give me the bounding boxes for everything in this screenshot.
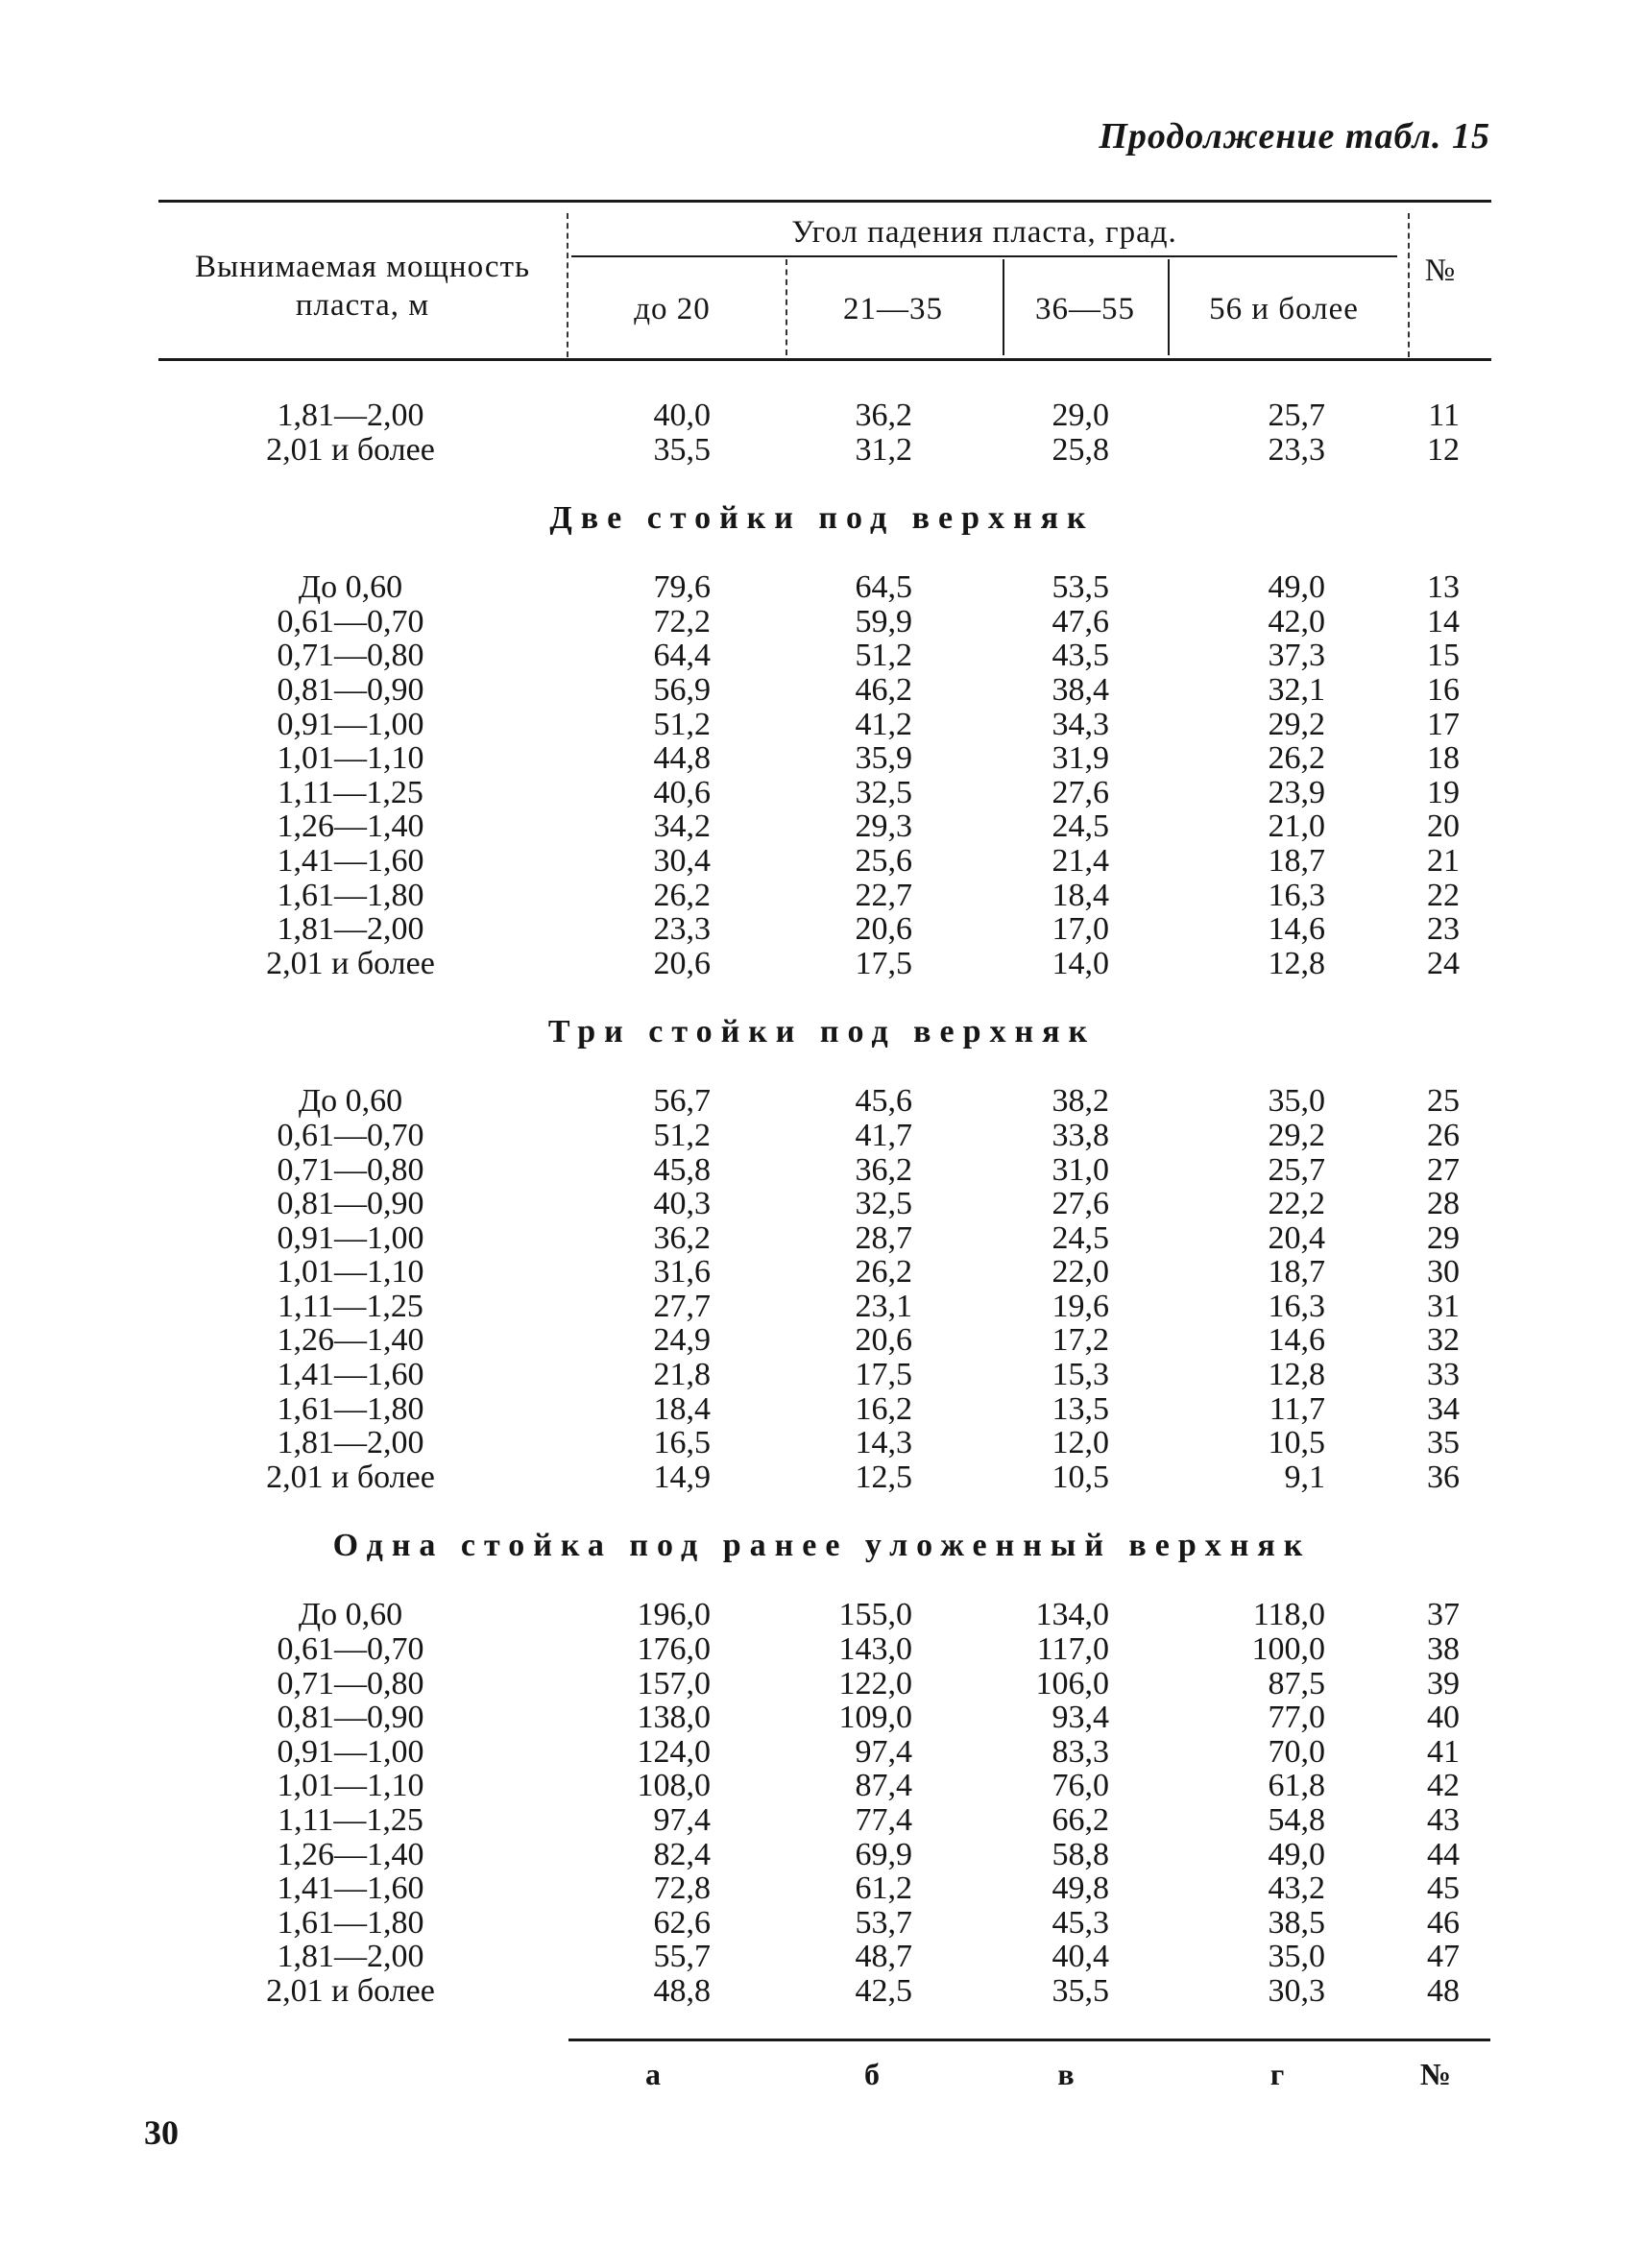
cell-b: 22,7: [855, 877, 912, 913]
table-row: [0, 1460, 1644, 1495]
cell-b: 122,0: [838, 1665, 912, 1701]
table-body: [0, 398, 1644, 2009]
table-row: [0, 1153, 1644, 1188]
header-col-num: №: [1424, 253, 1457, 288]
cell-a: 23,3: [653, 911, 711, 948]
table-row: [0, 570, 1644, 605]
cell-a: 40,3: [653, 1186, 711, 1222]
table-row: [0, 1290, 1644, 1324]
cell-num: 14: [1427, 603, 1460, 639]
row-label: 1,11—1,25: [278, 1802, 423, 1838]
row-label: 1,81—2,00: [277, 911, 424, 948]
header-col-v: 36—55: [1035, 292, 1135, 326]
table-row: [0, 1838, 1644, 1872]
table-row: [0, 398, 1644, 433]
cell-v: 12,0: [1052, 1425, 1109, 1461]
cell-v: 58,8: [1052, 1836, 1109, 1872]
cell-v: 19,6: [1052, 1288, 1109, 1324]
cell-num: 11: [1428, 398, 1460, 433]
cell-a: 72,8: [653, 1870, 711, 1907]
cell-b: 51,2: [855, 638, 912, 674]
cell-b: 61,2: [855, 1870, 912, 1907]
section-title: [0, 1494, 1644, 1598]
cell-v: 17,2: [1052, 1322, 1109, 1359]
row-label: 1,41—1,60: [277, 1357, 424, 1393]
cell-g: 14,6: [1268, 911, 1325, 948]
cell-v: 43,5: [1052, 638, 1109, 674]
cell-g: 29,2: [1268, 1117, 1325, 1153]
table-row: [0, 809, 1644, 844]
cell-num: 17: [1427, 706, 1460, 742]
cell-b: 35,9: [855, 740, 912, 777]
footer-col-g: г: [1269, 2057, 1285, 2091]
cell-b: 109,0: [838, 1700, 912, 1736]
row-label: 1,01—1,10: [277, 1768, 424, 1804]
cell-v: 49,8: [1052, 1870, 1109, 1907]
cell-v: 83,3: [1052, 1733, 1109, 1770]
row-label: 0,81—0,90: [277, 1700, 424, 1736]
table-row: [0, 1392, 1644, 1427]
cell-a: 40,6: [653, 774, 711, 810]
header-col-a: до 20: [634, 292, 711, 326]
cell-g: 11,7: [1269, 1390, 1325, 1427]
header-top-rule: [158, 200, 1491, 203]
cell-a: 24,9: [653, 1322, 711, 1359]
header-divider: [1168, 259, 1170, 355]
cell-num: 40: [1427, 1700, 1460, 1736]
cell-v: 24,5: [1052, 808, 1109, 845]
cell-b: 36,2: [855, 1151, 912, 1188]
cell-b: 42,5: [855, 1972, 912, 2009]
table-row: [0, 639, 1644, 673]
cell-num: 41: [1427, 1733, 1460, 1770]
row-label: 1,81—2,00: [277, 398, 424, 433]
cell-g: 37,3: [1268, 638, 1325, 674]
row-label: 1,61—1,80: [277, 877, 424, 913]
cell-b: 143,0: [838, 1631, 912, 1668]
cell-num: 21: [1427, 842, 1460, 879]
cell-v: 10,5: [1052, 1459, 1109, 1495]
cell-g: 49,0: [1268, 569, 1325, 606]
cell-num: 30: [1427, 1254, 1460, 1291]
cell-b: 64,5: [855, 569, 912, 606]
table-row: [0, 1769, 1644, 1803]
cell-v: 22,0: [1052, 1254, 1109, 1291]
cell-g: 20,4: [1268, 1219, 1325, 1256]
header-bottom-rule: [158, 358, 1491, 361]
section-title-text: Две стойки под верхняк: [549, 500, 1095, 537]
cell-num: 43: [1427, 1802, 1460, 1838]
cell-v: 106,0: [1035, 1665, 1109, 1701]
cell-num: 34: [1427, 1390, 1460, 1427]
cell-a: 138,0: [637, 1700, 711, 1736]
cell-g: 87,5: [1268, 1665, 1325, 1701]
cell-num: 31: [1427, 1288, 1460, 1324]
row-label: 0,91—1,00: [277, 1733, 424, 1770]
cell-g: 16,3: [1268, 1288, 1325, 1324]
cell-a: 62,6: [653, 1904, 711, 1941]
table-row: [0, 912, 1644, 947]
table-row: [0, 1940, 1644, 1974]
cell-num: 28: [1427, 1186, 1460, 1222]
table-row: [0, 1255, 1644, 1290]
table-caption: Продолжение табл. 15: [1099, 116, 1490, 157]
cell-b: 97,4: [855, 1733, 912, 1770]
table-row: [0, 879, 1644, 913]
cell-b: 41,2: [855, 706, 912, 742]
cell-num: 45: [1427, 1870, 1460, 1907]
cell-b: 32,5: [855, 774, 912, 810]
cell-a: 64,4: [653, 638, 711, 674]
cell-num: 38: [1427, 1631, 1460, 1668]
row-label: 0,71—0,80: [277, 1151, 424, 1188]
cell-b: 77,4: [855, 1802, 912, 1838]
cell-a: 31,6: [653, 1254, 711, 1291]
cell-v: 134,0: [1035, 1597, 1109, 1633]
row-label: 0,81—0,90: [277, 1186, 424, 1222]
footer-col-a: а: [645, 2057, 661, 2091]
cell-a: 27,7: [653, 1288, 711, 1324]
cell-b: 20,6: [855, 911, 912, 948]
cell-a: 157,0: [637, 1665, 711, 1701]
cell-a: 18,4: [653, 1390, 711, 1427]
cell-v: 31,0: [1052, 1151, 1109, 1188]
cell-v: 14,0: [1052, 945, 1109, 981]
row-label: До 0,60: [298, 1597, 403, 1633]
cell-b: 155,0: [838, 1597, 912, 1633]
cell-g: 43,2: [1268, 1870, 1325, 1907]
cell-a: 56,9: [653, 671, 711, 708]
cell-b: 41,7: [855, 1117, 912, 1153]
row-label: 0,81—0,90: [277, 671, 424, 708]
cell-a: 82,4: [653, 1836, 711, 1872]
cell-a: 56,7: [653, 1083, 711, 1120]
cell-v: 29,0: [1052, 398, 1109, 433]
cell-num: 39: [1427, 1665, 1460, 1701]
cell-num: 32: [1427, 1322, 1460, 1359]
cell-v: 17,0: [1052, 911, 1109, 948]
footer-col-num: №: [1419, 2057, 1452, 2091]
cell-g: 9,1: [1284, 1459, 1325, 1495]
cell-g: 12,8: [1268, 1357, 1325, 1393]
row-label: 1,61—1,80: [277, 1390, 424, 1427]
table-row: [0, 1221, 1644, 1256]
cell-b: 36,2: [855, 398, 912, 433]
row-label: 1,01—1,10: [277, 740, 424, 777]
header-divider: [786, 259, 787, 355]
cell-b: 12,5: [855, 1459, 912, 1495]
column-letter-row: [0, 2053, 1644, 2095]
cell-v: 45,3: [1052, 1904, 1109, 1941]
cell-g: 14,6: [1268, 1322, 1325, 1359]
cell-num: 36: [1427, 1459, 1460, 1495]
row-label: 2,01 и более: [266, 1459, 435, 1495]
row-label: 0,61—0,70: [277, 1117, 424, 1153]
row-label: 0,61—0,70: [277, 1631, 424, 1668]
cell-a: 40,0: [653, 398, 711, 433]
cell-g: 25,7: [1268, 1151, 1325, 1188]
cell-num: 46: [1427, 1904, 1460, 1941]
cell-b: 69,9: [855, 1836, 912, 1872]
cell-num: 19: [1427, 774, 1460, 810]
cell-g: 18,7: [1268, 1254, 1325, 1291]
cell-g: 10,5: [1268, 1425, 1325, 1461]
cell-v: 47,6: [1052, 603, 1109, 639]
cell-v: 21,4: [1052, 842, 1109, 879]
cell-a: 14,9: [653, 1459, 711, 1495]
cell-g: 23,9: [1268, 774, 1325, 810]
header-divider: [1408, 213, 1410, 357]
table-row: [0, 1667, 1644, 1701]
section-title-text: Три стойки под верхняк: [547, 1014, 1097, 1050]
cell-g: 12,8: [1268, 945, 1325, 981]
header-group-rule: [571, 255, 1397, 257]
cell-b: 17,5: [855, 1357, 912, 1393]
cell-g: 49,0: [1268, 1836, 1325, 1872]
cell-v: 93,4: [1052, 1700, 1109, 1736]
header-col-g: 56 и более: [1209, 292, 1359, 326]
row-label: 0,61—0,70: [277, 603, 424, 639]
cell-g: 61,8: [1268, 1768, 1325, 1804]
cell-num: 35: [1427, 1425, 1460, 1461]
cell-g: 42,0: [1268, 603, 1325, 639]
footer-col-v: в: [1057, 2057, 1075, 2091]
cell-a: 97,4: [653, 1802, 711, 1838]
cell-a: 124,0: [637, 1733, 711, 1770]
row-label: 0,71—0,80: [277, 638, 424, 674]
row-label: 1,41—1,60: [277, 1870, 424, 1907]
cell-v: 31,9: [1052, 740, 1109, 777]
table-row: [0, 1119, 1644, 1153]
cell-num: 48: [1427, 1972, 1460, 2009]
cell-v: 40,4: [1052, 1939, 1109, 1975]
table-row: [0, 947, 1644, 981]
cell-v: 13,5: [1052, 1390, 1109, 1427]
cell-a: 35,5: [653, 431, 711, 468]
row-label: До 0,60: [298, 1083, 403, 1120]
cell-g: 32,1: [1268, 671, 1325, 708]
cell-v: 34,3: [1052, 706, 1109, 742]
cell-g: 70,0: [1268, 1733, 1325, 1770]
cell-g: 16,3: [1268, 877, 1325, 913]
row-label: 1,41—1,60: [277, 842, 424, 879]
table-row: [0, 433, 1644, 468]
row-label: 1,26—1,40: [277, 1322, 424, 1359]
row-label: 2,01 и более: [266, 945, 435, 981]
cell-b: 32,5: [855, 1186, 912, 1222]
row-label: 1,01—1,10: [277, 1254, 424, 1291]
row-label: 1,11—1,25: [278, 774, 423, 810]
row-label: 1,61—1,80: [277, 1904, 424, 1941]
cell-b: 23,1: [855, 1288, 912, 1324]
section-title: [0, 467, 1644, 570]
cell-b: 17,5: [855, 945, 912, 981]
section-title-text: Одна стойка под ранее уложенный верхняк: [332, 1528, 1312, 1564]
cell-b: 46,2: [855, 671, 912, 708]
cell-num: 25: [1427, 1083, 1460, 1120]
cell-v: 15,3: [1052, 1357, 1109, 1393]
table-row: [0, 1701, 1644, 1735]
cell-b: 25,6: [855, 842, 912, 879]
cell-a: 36,2: [653, 1219, 711, 1256]
cell-v: 35,5: [1052, 1972, 1109, 2009]
cell-b: 59,9: [855, 603, 912, 639]
header-angle-group: Угол падения пласта, град.: [791, 215, 1177, 250]
table-row: [0, 844, 1644, 879]
cell-num: 44: [1427, 1836, 1460, 1872]
cell-v: 38,2: [1052, 1083, 1109, 1120]
table-row: [0, 1598, 1644, 1632]
row-label: До 0,60: [298, 569, 403, 606]
cell-a: 44,8: [653, 740, 711, 777]
cell-g: 35,0: [1268, 1939, 1325, 1975]
table-row: [0, 1906, 1644, 1941]
header-divider: [1003, 259, 1004, 355]
row-label: 0,91—1,00: [277, 1219, 424, 1256]
cell-a: 16,5: [653, 1425, 711, 1461]
cell-num: 22: [1427, 877, 1460, 913]
cell-g: 29,2: [1268, 706, 1325, 742]
row-label: 1,11—1,25: [278, 1288, 423, 1324]
section-title: [0, 980, 1644, 1084]
row-label: 1,26—1,40: [277, 808, 424, 845]
row-label: 1,26—1,40: [277, 1836, 424, 1872]
row-label: 2,01 и более: [266, 1972, 435, 2009]
cell-a: 48,8: [653, 1972, 711, 2009]
cell-num: 24: [1427, 945, 1460, 981]
cell-a: 45,8: [653, 1151, 711, 1188]
cell-g: 23,3: [1268, 431, 1325, 468]
cell-a: 34,2: [653, 808, 711, 845]
cell-g: 22,2: [1268, 1186, 1325, 1222]
cell-a: 196,0: [637, 1597, 711, 1633]
table-row: [0, 1426, 1644, 1460]
table-row: [0, 1803, 1644, 1838]
row-label: 1,81—2,00: [277, 1425, 424, 1461]
cell-num: 33: [1427, 1357, 1460, 1393]
table-bottom-rule: [568, 2039, 1490, 2041]
cell-g: 25,7: [1268, 398, 1325, 433]
cell-g: 77,0: [1268, 1700, 1325, 1736]
cell-num: 42: [1427, 1768, 1460, 1804]
cell-b: 16,2: [855, 1390, 912, 1427]
cell-b: 48,7: [855, 1939, 912, 1975]
cell-a: 108,0: [637, 1768, 711, 1804]
table-row: [0, 708, 1644, 742]
cell-a: 55,7: [653, 1939, 711, 1975]
footer-col-b: б: [864, 2057, 880, 2091]
cell-g: 54,8: [1268, 1802, 1325, 1838]
cell-a: 20,6: [653, 945, 711, 981]
cell-v: 24,5: [1052, 1219, 1109, 1256]
row-label: 1,81—2,00: [277, 1939, 424, 1975]
page-number: 30: [144, 2113, 179, 2152]
cell-a: 30,4: [653, 842, 711, 879]
cell-num: 16: [1427, 671, 1460, 708]
table-row: [0, 1632, 1644, 1667]
header-divider: [567, 213, 568, 357]
table-row: [0, 741, 1644, 776]
cell-g: 100,0: [1251, 1631, 1325, 1668]
row-label: 0,91—1,00: [277, 706, 424, 742]
cell-num: 13: [1427, 569, 1460, 606]
table-row: [0, 1323, 1644, 1358]
table-row: [0, 605, 1644, 639]
header-col-b: 21—35: [843, 292, 943, 326]
cell-b: 28,7: [855, 1219, 912, 1256]
cell-a: 26,2: [653, 877, 711, 913]
cell-a: 79,6: [653, 569, 711, 606]
cell-v: 66,2: [1052, 1802, 1109, 1838]
cell-b: 45,6: [855, 1083, 912, 1120]
cell-g: 18,7: [1268, 842, 1325, 879]
cell-v: 53,5: [1052, 569, 1109, 606]
cell-v: 25,8: [1052, 431, 1109, 468]
cell-v: 18,4: [1052, 877, 1109, 913]
cell-g: 38,5: [1268, 1904, 1325, 1941]
cell-num: 23: [1427, 911, 1460, 948]
cell-g: 21,0: [1268, 808, 1325, 845]
cell-a: 51,2: [653, 706, 711, 742]
cell-b: 20,6: [855, 1322, 912, 1359]
cell-num: 20: [1427, 808, 1460, 845]
cell-a: 21,8: [653, 1357, 711, 1393]
table-row: [0, 1735, 1644, 1770]
cell-g: 30,3: [1268, 1972, 1325, 2009]
cell-g: 118,0: [1252, 1597, 1325, 1633]
table-row: [0, 1187, 1644, 1221]
cell-a: 51,2: [653, 1117, 711, 1153]
table-row: [0, 1974, 1644, 2009]
cell-b: 31,2: [855, 431, 912, 468]
cell-v: 38,4: [1052, 671, 1109, 708]
cell-num: 15: [1427, 638, 1460, 674]
table-row: [0, 1084, 1644, 1119]
cell-num: 47: [1427, 1939, 1460, 1975]
cell-b: 26,2: [855, 1254, 912, 1291]
table-row: [0, 1871, 1644, 1906]
cell-b: 29,3: [855, 808, 912, 845]
cell-a: 72,2: [653, 603, 711, 639]
cell-num: 18: [1427, 740, 1460, 777]
cell-v: 27,6: [1052, 774, 1109, 810]
table-row: [0, 1358, 1644, 1392]
cell-a: 176,0: [637, 1631, 711, 1668]
cell-num: 29: [1427, 1219, 1460, 1256]
cell-b: 53,7: [855, 1904, 912, 1941]
table-row: [0, 776, 1644, 810]
cell-b: 14,3: [855, 1425, 912, 1461]
cell-v: 33,8: [1052, 1117, 1109, 1153]
cell-num: 27: [1427, 1151, 1460, 1188]
cell-g: 35,0: [1268, 1083, 1325, 1120]
row-label: 0,71—0,80: [277, 1665, 424, 1701]
cell-num: 26: [1427, 1117, 1460, 1153]
cell-v: 27,6: [1052, 1186, 1109, 1222]
cell-v: 117,0: [1036, 1631, 1109, 1668]
table-row: [0, 673, 1644, 708]
cell-num: 12: [1427, 431, 1460, 468]
row-label: 2,01 и более: [266, 431, 435, 468]
cell-g: 26,2: [1268, 740, 1325, 777]
cell-b: 87,4: [855, 1768, 912, 1804]
cell-num: 37: [1427, 1597, 1460, 1633]
header-column-label: Вынимаемая мощность пласта, м: [194, 250, 531, 323]
cell-v: 76,0: [1052, 1768, 1109, 1804]
